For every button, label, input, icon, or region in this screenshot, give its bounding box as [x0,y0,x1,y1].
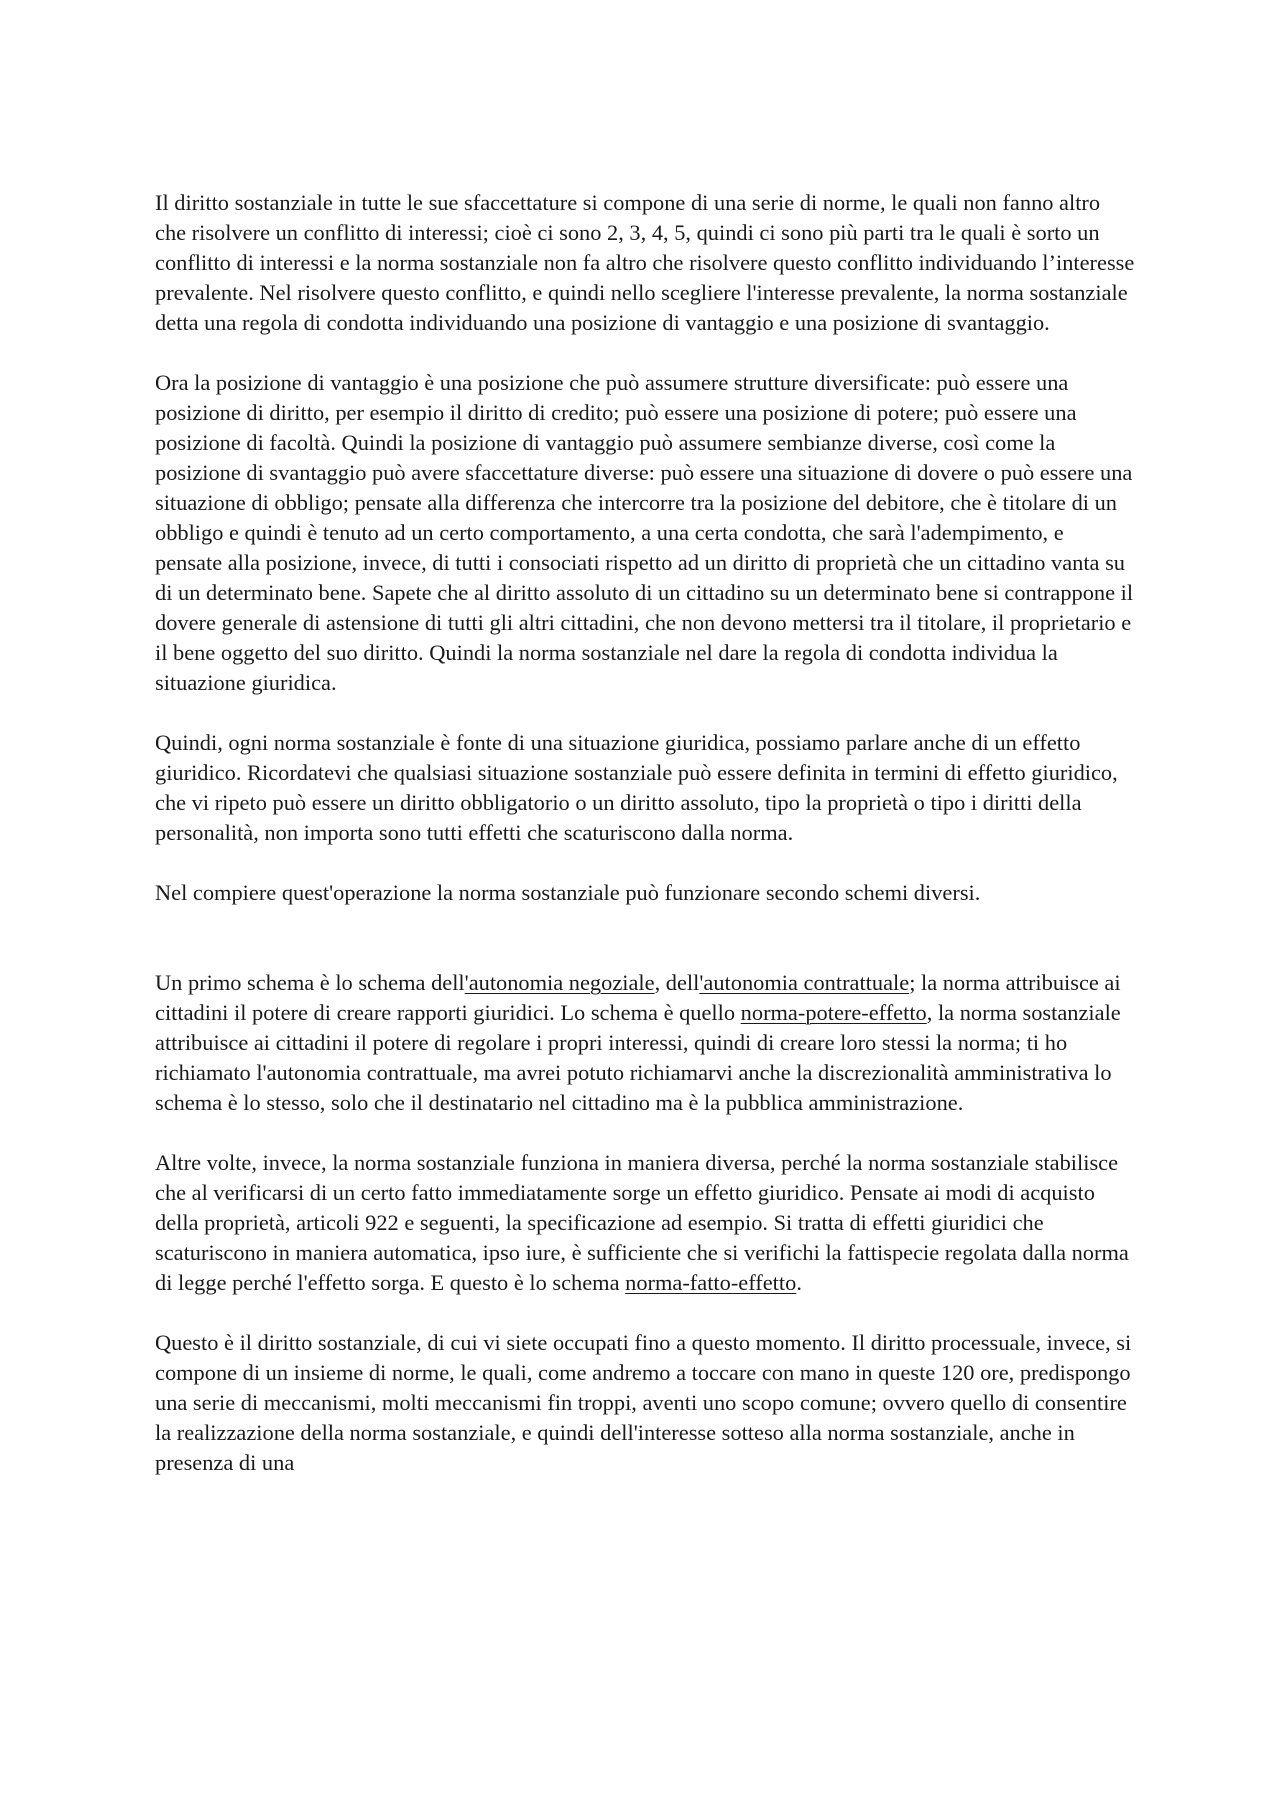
underlined-term: 'autonomia negoziale [464,970,655,995]
text-run: Nel compiere quest'operazione la norma sostanziale può funzionare secondo schemi diversi. [155,880,981,905]
text-run: Ora la posizione di vantaggio è una posizione che può assumere strutture diversificate: può essere una posizione di diritto, per esempio il diritto di credito; può essere una posizione di potere; può essere una posizione di facoltà. Quindi la posizione di vantaggio può assumere sembianze diverse, così come la posizione di svantaggio può avere sfaccettature diverse: può essere una situazione di dovere o può essere una situazione di obbligo; pensate alla differenza che intercorre tra la posizione del debitore, che è titolare di un obbligo e quindi è tenuto ad un certo comportamento, a una certa condotta, che sarà l'adempimento, e pensate alla posizione, invece, di tutti i consociati rispetto ad un diritto di proprietà che un cittadino vanta su di un determinato bene. Sapete che al diritto assoluto di un cittadino su un determinato bene si contrappone il dovere generale di astensione di tutti gli altri cittadini, che non devono mettersi tra il titolare, il proprietario e il bene oggetto del suo diritto. Quindi la norma sostanziale nel dare la regola di condotta individua la situazione giuridica. [155,370,1134,695]
underlined-term: norma-potere-effetto [740,1000,927,1025]
paragraph-second-scheme [155,1148,1135,1298]
paragraph-first-scheme [155,968,1135,1118]
underlined-term: 'autonomia contrattuale [699,970,910,995]
underlined-term: norma-fatto-effetto [625,1270,797,1295]
text-run: Quindi, ogni norma sostanziale è fonte di una situazione giuridica, possiamo parlare anche di un effetto giuridico. Ricordatevi che qualsiasi situazione sostanziale può essere definita in termini di effetto giuridico, che vi ripeto può essere un diritto obbligatorio o un diritto assoluto, tipo la proprietà o tipo i diritti della personalità, non importa sono tutti effetti che scaturiscono dalla norma. [155,730,1118,845]
text-run: . [796,1270,802,1295]
text-run: ; la norma attribuisce ai cittadini il potere di creare rapporti giuridici. Lo schema è quello [155,970,1121,1025]
text-run: Il diritto sostanziale in tutte le sue sfaccettature si compone di una serie di norme, le quali non fanno altro che risolvere un conflitto di interessi; cioè ci sono 2, 3, 4, 5, quindi ci sono più parti tra le quali è sorto un conflitto di interessi e la norma sostanziale non fa altro che risolvere questo conflitto individuando l’interesse prevalente. Nel risolvere questo conflitto, e quindi nello scegliere l'interesse prevalente, la norma sostanziale detta una regola di condotta individuando una posizione di vantaggio e una posizione di svantaggio. [155,190,1135,335]
paragraph-substantive-law-intro [155,188,1135,338]
text-run: , la norma sostanziale attribuisce ai cittadini il potere di regolare i propri interessi, quindi di creare loro stessi la norma; ti ho richiamato l'autonomia contrattuale, ma avrei potuto richiamarvi anche la discrezionalità amministrativa lo schema è lo stesso, solo che il destinatario nel cittadino ma è la pubblica amministrazione. [155,1000,1121,1115]
text-run: , dell [654,970,700,995]
paragraph-procedural-law [155,1328,1135,1478]
text-run: Altre volte, invece, la norma sostanziale funziona in maniera diversa, perché la norma sostanziale stabilisce che al verificarsi di un certo fatto immediatamente sorge un effetto giuridico. Pensate ai modi di acquisto della proprietà, articoli 922 e seguenti, la specificazione ad esempio. Si tratta di effetti giuridici che scaturiscono in maniera automatica, ipso iure, è sufficiente che si verifichi la fattispecie regolata dalla norma di legge perché l'effetto sorga. E questo è lo schema [155,1150,1129,1295]
text-run: Questo è il diritto sostanziale, di cui vi siete occupati fino a questo momento. Il diritto processuale, invece, si compone di un insieme di norme, le quali, come andremo a toccare con mano in queste 120 ore, predispongo una serie di meccanismi, molti meccanismi fin troppi, aventi uno scopo comune; ovvero quello di consentire la realizzazione della norma sostanziale, e quindi dell'interesse sotteso alla norma sostanziale, anche in presenza di una [155,1330,1132,1475]
text-run: Un primo schema è lo schema dell [155,970,465,995]
paragraph-legal-effect [155,728,1135,848]
document-page [155,188,1135,1508]
paragraph-advantage-position [155,368,1135,698]
paragraph-schemes-intro [155,878,1135,908]
